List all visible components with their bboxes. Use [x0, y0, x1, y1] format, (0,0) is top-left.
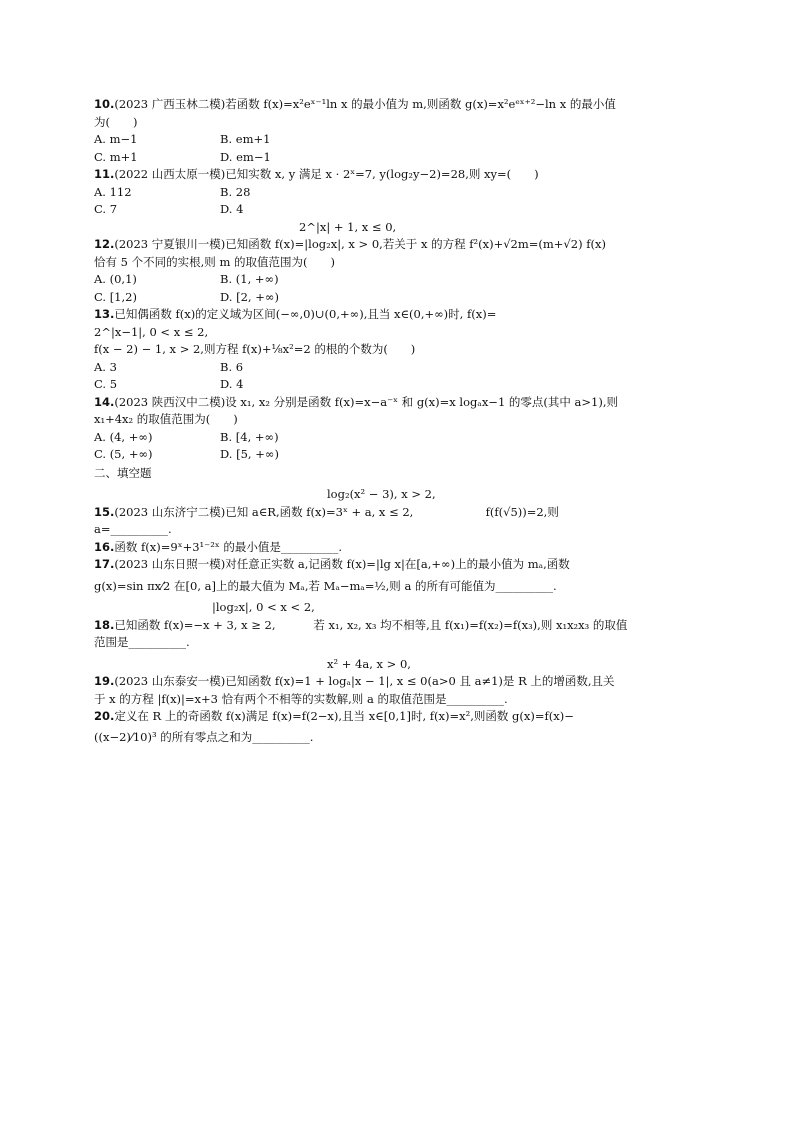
question-15 [94, 486, 714, 539]
question-text: (2023 陕西汉中二模)设 x₁, x₂ 分别是函数 f(x)=x−a⁻ˣ 和 g(x)=x logₐx−1 的零点(其中 a>1),则 [114, 394, 619, 409]
section-heading: 二、填空题 [94, 465, 152, 480]
option-a: A. m−1 [94, 132, 138, 146]
question-number: 17. [94, 557, 115, 571]
option-b: B. [4, +∞) [220, 429, 279, 444]
question-16 [94, 539, 714, 557]
option-b: B. 6 [220, 359, 244, 374]
question-13 [94, 306, 714, 394]
question-number: 12. [94, 237, 115, 251]
question-number: 15. [94, 504, 115, 519]
question-text-continued: ((x−2)⁄10)³ 的所有零点之和为__________. [94, 729, 314, 744]
question-text: (2023 山东济宁二模)已知 a∈R,函数 f(x)= [114, 504, 336, 519]
piecewise-top: |log₂x|, 0 < x < 2, [212, 600, 315, 614]
question-text-continued: g(x)=sin πx⁄2 在[0, a]上的最大值为 Mₐ,若 Mₐ−mₐ=½,则 a 的所有可能值为__________. [94, 578, 557, 593]
question-text-continued: 为( ) [94, 114, 138, 129]
question-19 [94, 656, 714, 709]
question-18 [94, 599, 714, 652]
option-a: A. 112 [94, 184, 132, 199]
question-text: 定义在 R 上的奇函数 f(x)满足 f(x)=f(2−x),且当 x∈[0,1]时, f(x)=x²,则函数 g(x)=f(x)− [114, 709, 574, 723]
question-text-continued: 范围是__________. [94, 635, 190, 649]
piecewise-top: x² + 4a, x > 0, [327, 656, 411, 671]
question-number: 16. [94, 539, 115, 554]
option-a: A. (4, +∞) [94, 429, 153, 444]
option-b: B. em+1 [220, 132, 271, 146]
option-c: C. 5 [94, 377, 118, 391]
option-d: D. 4 [220, 202, 244, 216]
option-a: A. 3 [94, 359, 117, 374]
piecewise-top: 2^|x| + 1, x ≤ 0, [299, 219, 397, 234]
question-20 [94, 708, 714, 746]
question-text: (2022 山西太原一模)已知实数 x, y 满足 x · 2ˣ=7, y(log₂y−2)=28,则 xy=( ) [114, 167, 539, 181]
question-text: (2023 广西玉林二模)若函数 f(x)=x²eˣ⁻¹ln x 的最小值为 m,则函数 g(x)=x²eᵉˣ⁺²−ln x 的最小值 [114, 97, 616, 111]
question-text-continued: 恰有 5 个不同的实根,则 m 的取值范围为( ) [94, 254, 335, 269]
question-text-continued: 于 x 的方程 |f(x)|=x+3 恰有两个不相等的实数解,则 a 的取值范围是__________. [94, 691, 508, 706]
options [94, 429, 714, 464]
question-11 [94, 166, 714, 219]
question-number: 13. [94, 307, 115, 321]
piecewise-bottom: |log₂x|, x > 0, [304, 237, 383, 251]
option-c: C. [1,2) [94, 289, 137, 304]
question-text: (2023 山东泰安一模)已知函数 f(x)= [114, 674, 305, 688]
question-text: (2023 宁夏银川一模)已知函数 f(x)= [114, 237, 305, 251]
piecewise-bottom: 1 + logₐ|x − 1|, x ≤ 0 [304, 674, 428, 688]
question-text: 已知偶函数 f(x)的定义域为区间(−∞,0)∪(0,+∞),且当 x∈(0,+∞)时, f(x)= [114, 307, 497, 321]
options [94, 359, 714, 394]
question-text-post: (a>0 且 a≠1)是 R 上的增函数,且关 [427, 674, 615, 688]
question-text-post: 若 x₁, x₂, x₃ 均不相等,且 f(x₁)=f(x₂)=f(x₃),则 x₁x₂x₃ 的取值 [313, 617, 628, 632]
options [94, 131, 714, 166]
question-text-continued: x₁+4x₂ 的取值范围为( ) [94, 412, 238, 426]
piecewise-bottom: −x + 3, x ≥ 2, [193, 617, 276, 632]
question-number: 10. [94, 97, 115, 111]
option-c: C. (5, +∞) [94, 447, 153, 461]
option-b: B. 28 [220, 184, 251, 199]
question-text-post: f(f(√5))=2,则 [485, 504, 559, 519]
question-text-post: 若关于 x 的方程 f²(x)+√2m=(m+√2) f(x) [382, 237, 606, 251]
option-d: D. [2, +∞) [220, 289, 279, 304]
question-text: (2023 山东日照一模)对任意正实数 a,记函数 f(x)=|lg x|在[a,+∞)上的最小值为 mₐ,函数 [114, 557, 570, 571]
option-c: C. 7 [94, 202, 118, 216]
option-d: D. [5, +∞) [220, 447, 279, 461]
question-10 [94, 96, 714, 166]
option-b: B. (1, +∞) [220, 272, 279, 286]
question-text-post: 则方程 f(x)+¹⁄₈x²=2 的根的个数为( ) [203, 342, 416, 356]
worksheet-page [94, 96, 714, 746]
options [94, 184, 714, 219]
options [94, 271, 714, 306]
question-number: 11. [94, 167, 115, 181]
question-12 [94, 219, 714, 307]
option-c: C. m+1 [94, 149, 138, 164]
answer-blank: a=__________. [94, 522, 172, 536]
question-number: 20. [94, 709, 115, 723]
question-number: 18. [94, 617, 115, 632]
option-d: D. 4 [220, 377, 244, 391]
question-17 [94, 556, 714, 595]
piecewise-top: 2^|x−1|, 0 < x ≤ 2, [94, 324, 209, 339]
question-text: 已知函数 f(x)= [114, 617, 194, 632]
option-a: A. (0,1) [94, 272, 137, 286]
question-text: 函数 f(x)=9ˣ+3¹⁻²ˣ 的最小值是__________. [114, 539, 342, 554]
question-number: 14. [94, 394, 115, 409]
piecewise-bottom: f(x − 2) − 1, x > 2, [94, 342, 204, 356]
option-d: D. em−1 [220, 149, 271, 164]
question-14 [94, 394, 714, 464]
piecewise-bottom: 3ˣ + a, x ≤ 2, [335, 504, 414, 519]
piecewise-top: log₂(x² − 3), x > 2, [327, 487, 436, 501]
question-number: 19. [94, 674, 115, 688]
